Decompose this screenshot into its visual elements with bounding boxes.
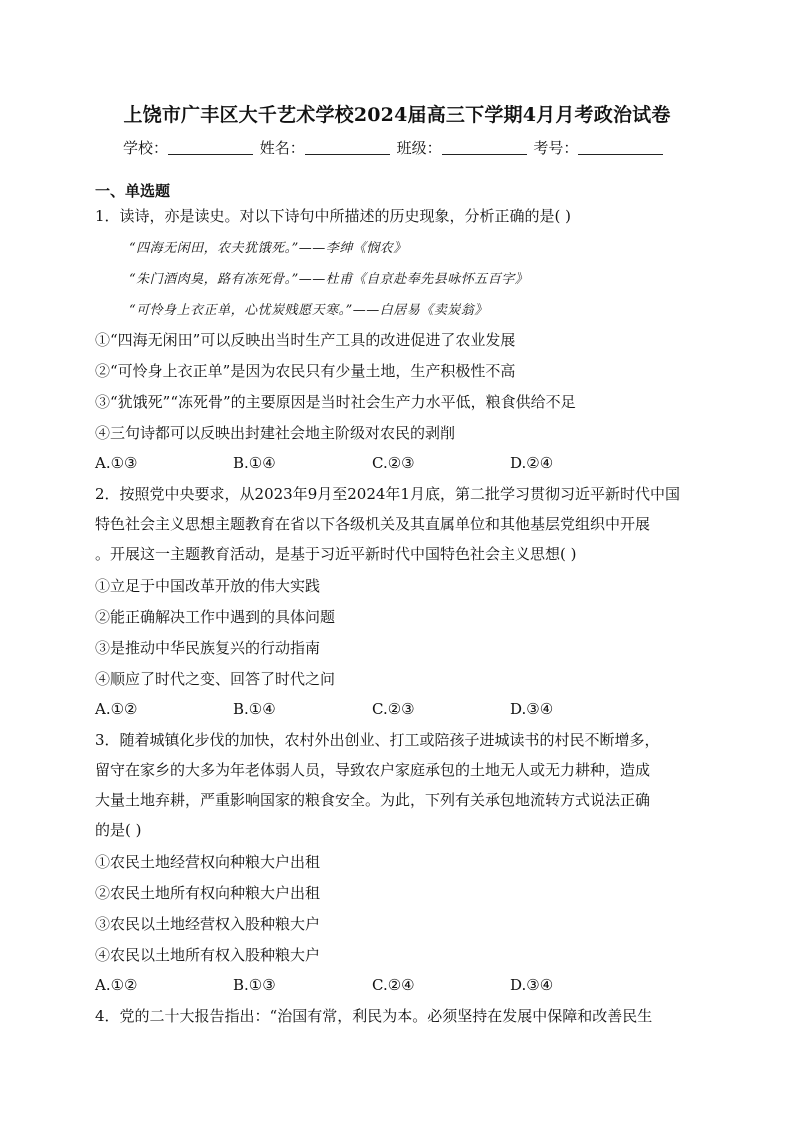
- q1-poem-1: “四海无闲田，农夫犹饿死。”——李绅《悯农》: [129, 241, 407, 256]
- q3-option-b[interactable]: B.①③: [233, 976, 276, 994]
- school-label: 学校：: [123, 139, 169, 157]
- q2-option-d[interactable]: D.③④: [510, 700, 554, 718]
- question-2-stem-line-1: 2．按照党中央要求，从2023年9月至2024年1月底，第二批学习贯彻习近平新时代中国: [95, 485, 680, 503]
- exam-title: 上饶市广丰区大千艺术学校2024届高三下学期4月月考政治试卷: [123, 104, 671, 126]
- q3-option-d[interactable]: D.③④: [510, 976, 554, 994]
- q3-option-c[interactable]: C.②④: [372, 976, 415, 994]
- student-info-line: [123, 137, 665, 158]
- name-label: 姓名：: [259, 139, 305, 157]
- q3-item-3: ③农民以土地经营权入股种粮大户: [95, 915, 321, 933]
- q3-item-2: ②农民土地所有权向种粮大户出租: [95, 884, 321, 902]
- q1-option-c[interactable]: C.②③: [372, 454, 415, 472]
- q2-item-3: ③是推动中华民族复兴的行动指南: [95, 639, 321, 657]
- question-3-stem-line-1: 3．随着城镇化步伐的加快，农村外出创业、打工或陪孩子进城读书的村民不断增多，: [95, 731, 660, 749]
- question-3-stem-line-2: 留守在家乡的大多为年老体弱人员，导致农户家庭承包的土地无人或无力耕种，造成: [95, 761, 651, 779]
- q1-item-4: ④三句诗都可以反映出封建社会地主阶级对农民的剥削: [95, 424, 456, 442]
- question-1-stem: 1．读诗，亦是读史。对以下诗句中所描述的历史现象，分析正确的是( ): [95, 207, 572, 225]
- section-heading: 一、单选题: [95, 182, 171, 200]
- q2-item-1: ①立足于中国改革开放的伟大实践: [95, 577, 321, 595]
- q1-poem-2: “朱门酒肉臭，路有冻死骨。”——杜甫《自京赴奉先县咏怀五百字》: [129, 272, 529, 287]
- q3-item-4: ④农民以土地所有权入股种粮大户: [95, 946, 321, 964]
- q3-item-1: ①农民土地经营权向种粮大户出租: [95, 853, 321, 871]
- q2-option-b[interactable]: B.①④: [233, 700, 276, 718]
- q2-item-4: ④顺应了时代之变、回答了时代之问: [95, 670, 336, 688]
- q1-item-1: ①“四海无闲田”可以反映出当时生产工具的改进促进了农业发展: [95, 331, 516, 349]
- q1-option-d[interactable]: D.②④: [510, 454, 554, 472]
- class-blank[interactable]: [442, 140, 527, 155]
- q2-option-c[interactable]: C.②③: [372, 700, 415, 718]
- name-blank[interactable]: [305, 140, 390, 155]
- q1-option-b[interactable]: B.①④: [233, 454, 276, 472]
- question-4-stem-line-1: 4．党的二十大报告指出：“治国有常，利民为本。必须坚持在发展中保障和改善民生: [95, 1007, 653, 1025]
- q1-item-3: ③“犹饿死”“冻死骨”的主要原因是当时社会生产力水平低，粮食供给不足: [95, 393, 576, 411]
- q1-option-a[interactable]: A.①③: [95, 454, 138, 472]
- question-2-stem-line-3: 。开展这一主题教育活动，是基于习近平新时代中国特色社会主义思想( ): [95, 545, 577, 563]
- question-2-stem-line-2: 特色社会主义思想主题教育在省以下各级机关及其直属单位和其他基层党组织中开展: [95, 515, 651, 533]
- question-3-stem-line-4: 的是( ): [95, 821, 142, 839]
- q2-item-2: ②能正确解决工作中遇到的具体问题: [95, 608, 336, 626]
- exam-number-blank[interactable]: [578, 140, 663, 155]
- q3-option-a[interactable]: A.①②: [95, 976, 138, 994]
- school-blank[interactable]: [168, 140, 253, 155]
- question-3-stem-line-3: 大量土地弃耕，严重影响国家的粮食安全。为此，下列有关承包地流转方式说法正确: [95, 791, 651, 809]
- q1-poem-3: “可怜身上衣正单，心忧炭贱愿天寒。”——白居易《卖炭翁》: [129, 303, 488, 318]
- q2-option-a[interactable]: A.①②: [95, 700, 138, 718]
- class-label: 班级：: [396, 139, 442, 157]
- exam-number-label: 考号：: [533, 139, 579, 157]
- q1-item-2: ②“可怜身上衣正单”是因为农民只有少量土地，生产积极性不高: [95, 362, 516, 380]
